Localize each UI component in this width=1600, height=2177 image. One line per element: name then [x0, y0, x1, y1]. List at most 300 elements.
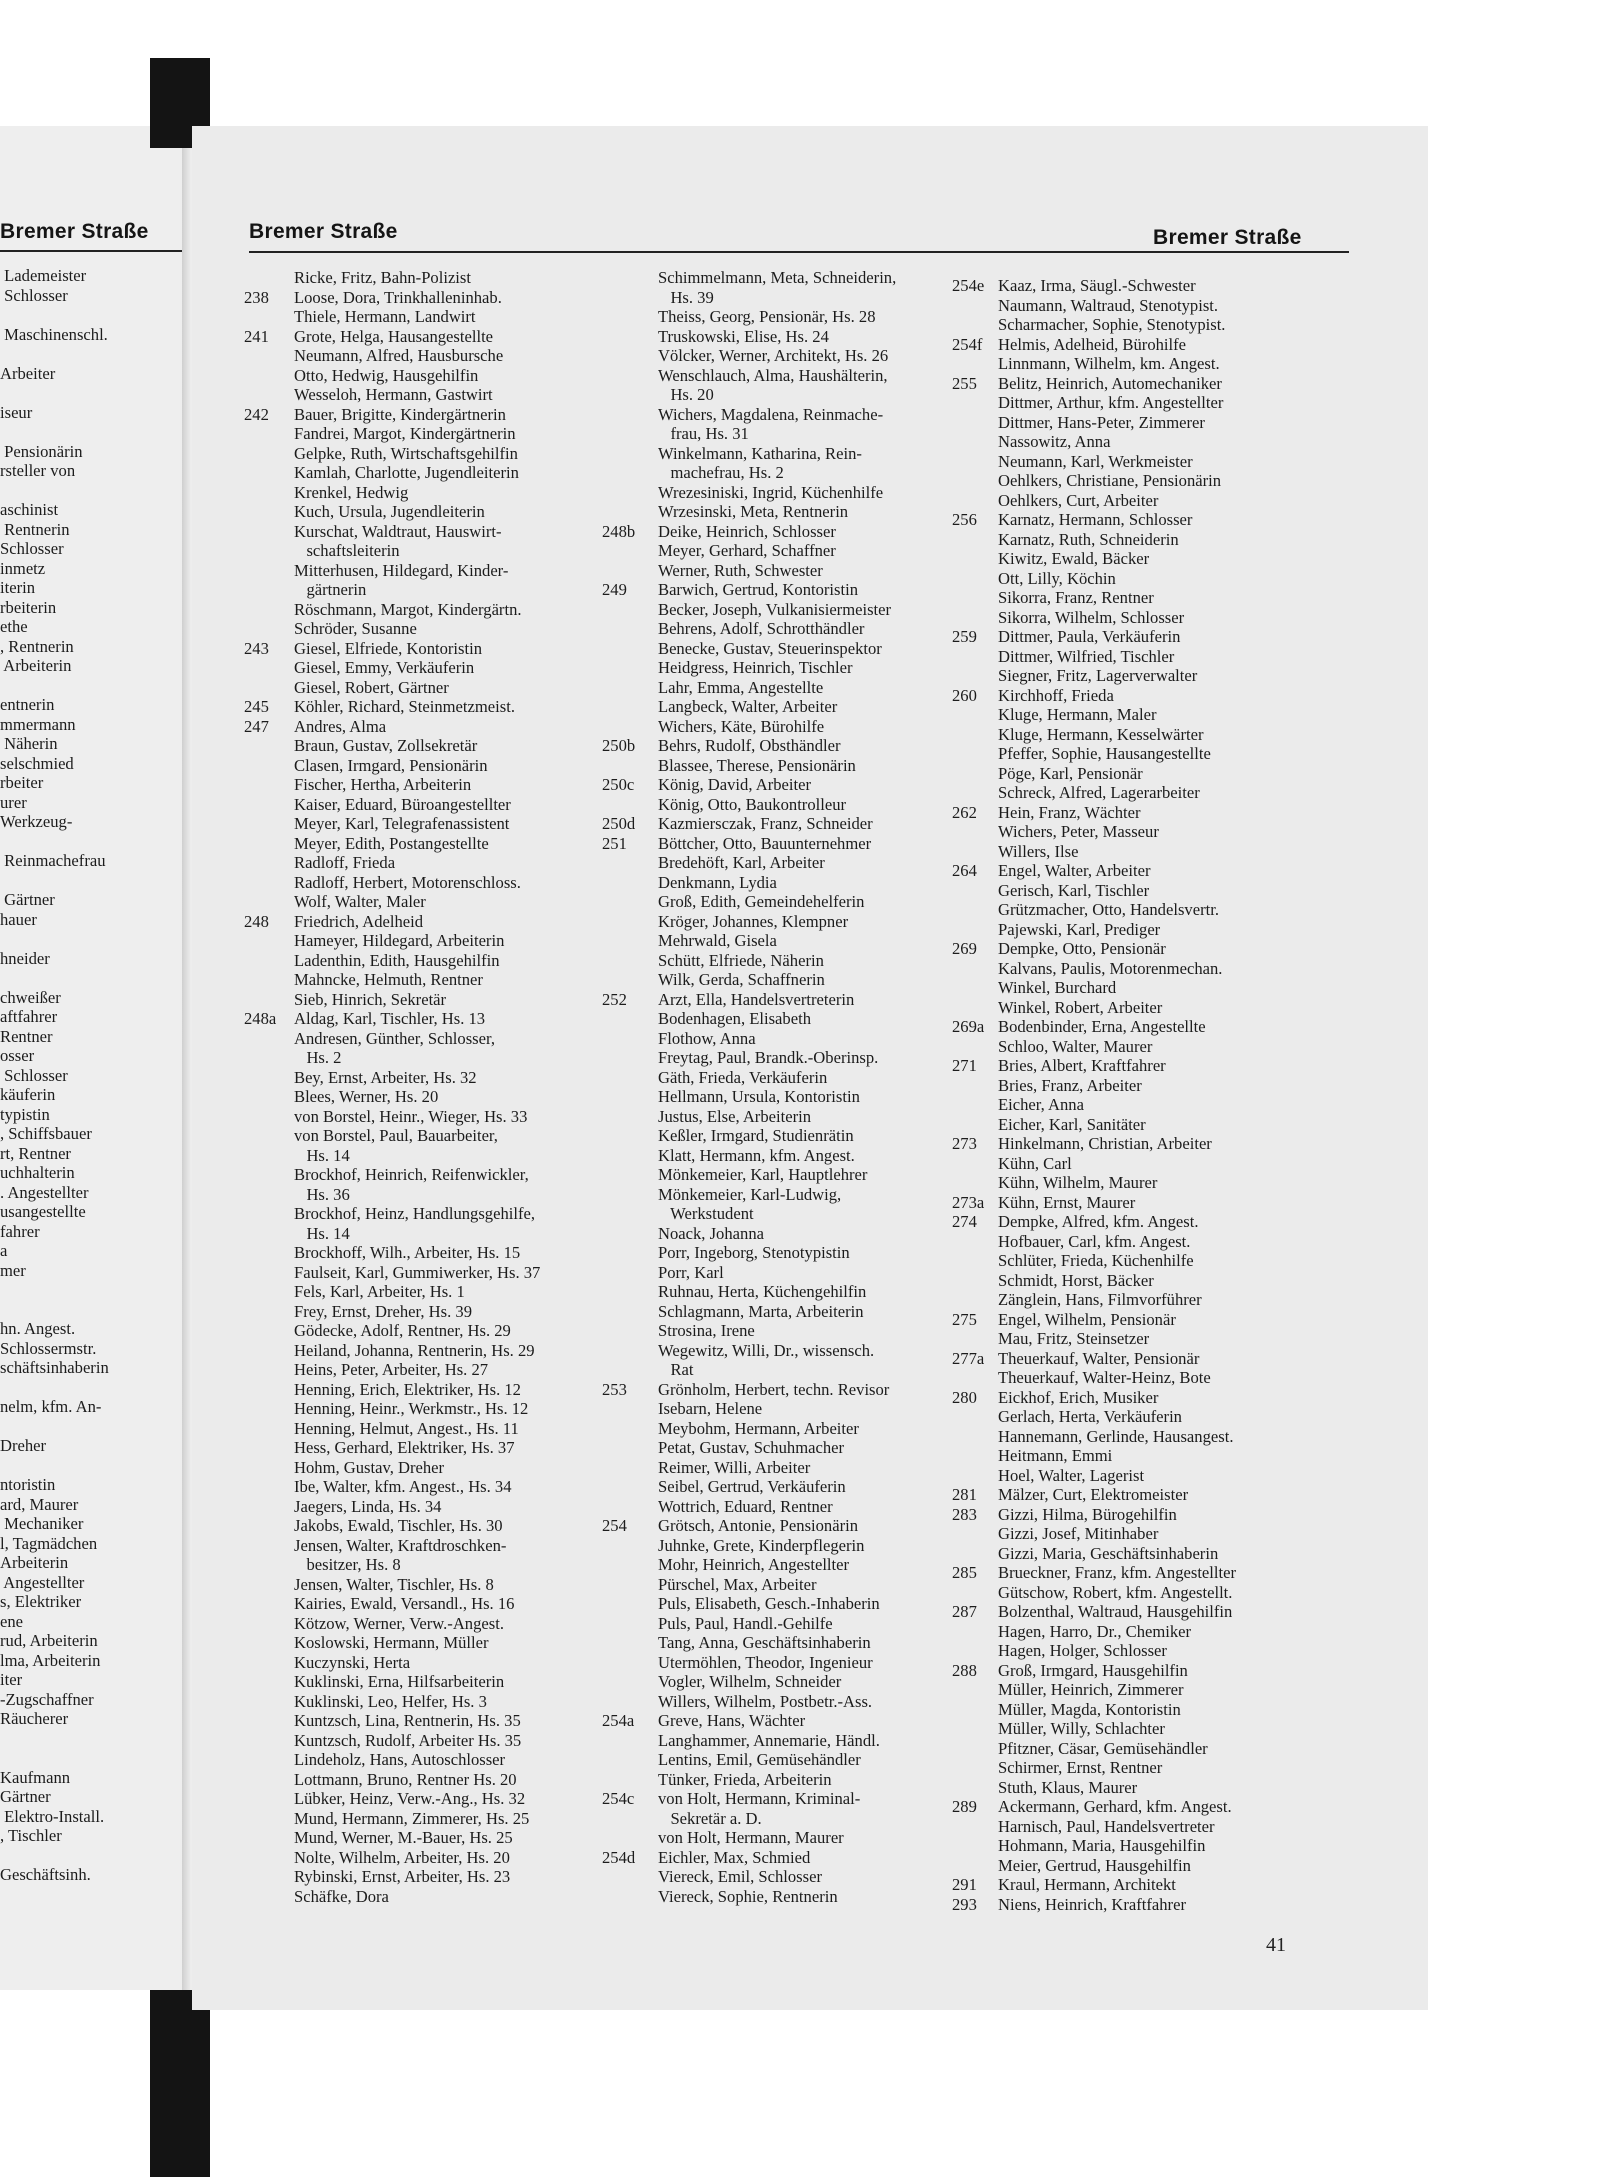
- resident-entry: Wrezesiniski, Ingrid, Küchenhilfe: [658, 482, 884, 502]
- resident-entry: Pfeffer, Sophie, Hausangestellte: [998, 744, 1211, 763]
- page-number: 41: [1266, 1934, 1286, 1956]
- directory-entry: [244, 697, 540, 717]
- directory-entry: [602, 1692, 896, 1712]
- directory-entry: [244, 1692, 540, 1712]
- resident-entry: Gerisch, Karl, Tischler: [998, 880, 1150, 900]
- resident-entry: Eickhof, Erich, Musiker: [998, 1387, 1159, 1407]
- left-fragment-line: [0, 1300, 109, 1320]
- resident-entry: Schröder, Susanne: [294, 619, 417, 638]
- directory-entry: [602, 1341, 896, 1361]
- resident-entry: Strosina, Irene: [658, 1321, 755, 1340]
- resident-entry: Blassee, Therese, Pensionärin: [658, 755, 856, 775]
- resident-entry: Denkmann, Lydia: [658, 872, 777, 892]
- directory-entry: [244, 1809, 540, 1829]
- directory-entry: [602, 1848, 896, 1868]
- directory-entry: [952, 920, 1236, 940]
- house-number: 243: [244, 638, 269, 658]
- resident-entry: schaftsleiterin: [294, 541, 400, 560]
- directory-entry: [602, 1497, 896, 1517]
- left-fragment-line: . Angestellter: [0, 1182, 89, 1202]
- directory-entry: [244, 892, 540, 912]
- resident-entry: Eichler, Max, Schmied: [658, 1847, 811, 1867]
- resident-entry: Heins, Peter, Arbeiter, Hs. 27: [294, 1360, 489, 1379]
- resident-entry: Andres, Alma: [294, 716, 387, 736]
- resident-entry: Wichers, Käte, Bürohilfe: [658, 716, 825, 736]
- left-fragment-line: Rentnerin: [0, 519, 70, 539]
- left-fragment-line: Reinmachefrau: [0, 851, 106, 870]
- resident-entry: Krenkel, Hedwig: [294, 482, 409, 502]
- directory-entry: [602, 483, 896, 503]
- directory-entry: [602, 1867, 896, 1887]
- directory-entry: [952, 335, 1236, 355]
- directory-entry: [244, 483, 540, 503]
- left-fragment-line: [0, 1456, 109, 1476]
- resident-entry: Hagen, Harro, Dr., Chemiker: [998, 1621, 1192, 1641]
- directory-entry: [602, 1048, 896, 1068]
- resident-entry: Winkelmann, Katharina, Rein-: [658, 443, 862, 463]
- left-fragment-line: aschinist: [0, 500, 59, 519]
- resident-entry: Kuklinski, Leo, Helfer, Hs. 3: [294, 1691, 487, 1711]
- directory-entry: [952, 510, 1236, 530]
- resident-entry: gärtnerin: [294, 580, 367, 599]
- resident-entry: Karnatz, Hermann, Schlosser: [998, 510, 1193, 529]
- resident-entry: Schmidt, Horst, Bäcker: [998, 1270, 1154, 1290]
- directory-entry: [244, 873, 540, 893]
- directory-entry: [244, 502, 540, 522]
- directory-entry: [952, 1446, 1236, 1466]
- resident-entry: Groß, Irmgard, Hausgehilfin: [998, 1660, 1188, 1680]
- resident-entry: Oehlkers, Curt, Arbeiter: [998, 490, 1159, 510]
- resident-entry: Mönkemeier, Karl-Ludwig,: [658, 1184, 842, 1204]
- resident-entry: Winkel, Robert, Arbeiter: [998, 997, 1163, 1017]
- resident-entry: Wottrich, Eduard, Rentner: [658, 1496, 833, 1516]
- house-number: 254f: [952, 334, 983, 354]
- resident-entry: Lahr, Emma, Angestellte: [658, 677, 824, 697]
- resident-entry: Porr, Ingeborg, Stenotypistin: [658, 1243, 850, 1262]
- left-fragment-line: ntoristin: [0, 1475, 56, 1494]
- directory-entry: [952, 471, 1236, 491]
- house-number: 254c: [602, 1789, 635, 1808]
- directory-entry: [602, 405, 896, 425]
- left-fragment-line: osser: [0, 1046, 35, 1065]
- resident-entry: Brueckner, Franz, kfm. Angestellter: [998, 1563, 1237, 1582]
- house-number: 283: [952, 1504, 977, 1524]
- house-number: 250c: [602, 775, 635, 794]
- directory-entry: [244, 327, 540, 347]
- resident-entry: Engel, Wilhelm, Pensionär: [998, 1309, 1176, 1329]
- directory-entry: [244, 1731, 540, 1751]
- resident-entry: Neumann, Alfred, Hausbursche: [294, 346, 504, 365]
- directory-entry: [602, 1594, 896, 1614]
- resident-entry: Völcker, Werner, Architekt, Hs. 26: [658, 346, 889, 365]
- resident-entry: Neumann, Karl, Werkmeister: [998, 451, 1193, 471]
- directory-entry: [244, 1614, 540, 1634]
- directory-entry: [244, 288, 540, 308]
- resident-entry: Hameyer, Hildegard, Arbeiterin: [294, 931, 505, 950]
- house-number: 291: [952, 1875, 977, 1894]
- directory-entry: [602, 1653, 896, 1673]
- directory-entry: [602, 697, 896, 717]
- left-page: [0, 126, 188, 1990]
- directory-entry: [244, 1653, 540, 1673]
- left-fragment-line: hauer: [0, 909, 37, 929]
- resident-entry: Gödecke, Adolf, Rentner, Hs. 29: [294, 1321, 511, 1340]
- resident-entry: Isebarn, Helene: [658, 1399, 763, 1418]
- house-number: 281: [952, 1485, 977, 1504]
- resident-entry: Schirmer, Ernst, Rentner: [998, 1758, 1163, 1777]
- directory-entry: [244, 1302, 540, 1322]
- resident-entry: Grützmacher, Otto, Handelsvertr.: [998, 900, 1219, 919]
- directory-entry: [952, 725, 1236, 745]
- directory-entry: [602, 951, 896, 971]
- directory-entry: [952, 1583, 1236, 1603]
- left-fragment-line: Maschinenschl.: [0, 324, 108, 344]
- resident-entry: Giesel, Robert, Gärtner: [294, 677, 449, 697]
- resident-entry: Tünker, Frieda, Arbeiterin: [658, 1769, 832, 1789]
- resident-entry: Dempke, Alfred, kfm. Angest.: [998, 1212, 1199, 1231]
- directory-entry: [952, 413, 1236, 433]
- directory-entry: [952, 1193, 1236, 1213]
- directory-entry: [952, 705, 1236, 725]
- directory-entry: [244, 268, 540, 288]
- left-fragment-line: [0, 305, 109, 325]
- directory-entry: [602, 1633, 896, 1653]
- directory-entry: [602, 1555, 896, 1575]
- left-fragment-line: rbeiter: [0, 773, 44, 792]
- directory-entry: [244, 1633, 540, 1653]
- directory-entry: [244, 463, 540, 483]
- directory-entry: [602, 502, 896, 522]
- resident-entry: Kaaz, Irma, Säugl.-Schwester: [998, 276, 1196, 295]
- directory-entry: [602, 678, 896, 698]
- resident-entry: Theiss, Georg, Pensionär, Hs. 28: [658, 307, 876, 326]
- directory-entry: [244, 931, 540, 951]
- directory-entry: [244, 912, 540, 932]
- directory-entry: [244, 1555, 540, 1575]
- left-fragment-line: iterin: [0, 578, 36, 597]
- left-fragment-line: s, Elektriker: [0, 1592, 82, 1611]
- directory-entry: [952, 1875, 1236, 1895]
- directory-entry: [952, 1544, 1236, 1564]
- resident-entry: Dittmer, Hans-Peter, Zimmerer: [998, 412, 1205, 432]
- directory-entry: [952, 1739, 1236, 1759]
- resident-entry: Grönholm, Herbert, techn. Revisor: [658, 1379, 890, 1399]
- resident-entry: Mau, Fritz, Steinsetzer: [998, 1329, 1150, 1348]
- resident-entry: Bauer, Brigitte, Kindergärtnerin: [294, 404, 506, 424]
- resident-entry: Ricke, Fritz, Bahn-Polizist: [294, 268, 471, 287]
- resident-entry: Giesel, Emmy, Verkäuferin: [294, 658, 475, 677]
- directory-entry: [952, 1505, 1236, 1525]
- directory-entry: [602, 1165, 896, 1185]
- directory-entry: [244, 600, 540, 620]
- resident-entry: Hellmann, Ursula, Kontoristin: [658, 1087, 860, 1106]
- directory-entry: [244, 1477, 540, 1497]
- resident-entry: Eicher, Karl, Sanitäter: [998, 1114, 1146, 1134]
- resident-entry: Wrzesinski, Meta, Rentnerin: [658, 502, 849, 521]
- directory-entry: [244, 1438, 540, 1458]
- resident-entry: Sikorra, Franz, Rentner: [998, 588, 1154, 607]
- directory-entry: [244, 1594, 540, 1614]
- house-number: 280: [952, 1387, 977, 1407]
- left-fragment-line: [0, 1417, 109, 1437]
- house-number: 245: [244, 697, 269, 716]
- directory-entry: [602, 1750, 896, 1770]
- directory-entry: [244, 1887, 540, 1907]
- directory-entry: [602, 912, 896, 932]
- left-fragment-line: selschmied: [0, 753, 74, 773]
- resident-entry: Noack, Johanna: [658, 1223, 764, 1243]
- directory-entry: [952, 276, 1236, 296]
- directory-entry: [952, 530, 1236, 550]
- resident-entry: Bodenhagen, Elisabeth: [658, 1009, 811, 1028]
- directory-entry: [952, 354, 1236, 374]
- binding-strip-bottom: [150, 1990, 210, 2177]
- left-fragment-line: mer: [0, 1260, 26, 1280]
- directory-entry: [244, 1750, 540, 1770]
- directory-entry: [602, 658, 896, 678]
- directory-entry: [952, 1388, 1236, 1408]
- directory-entry: [244, 1282, 540, 1302]
- resident-entry: Mohr, Heinrich, Angestellter: [658, 1555, 850, 1574]
- house-number: 262: [952, 802, 977, 822]
- left-fragment-line: , Rentnerin: [0, 636, 74, 656]
- resident-entry: Böttcher, Otto, Bauunternehmer: [658, 833, 872, 853]
- directory-entry: [952, 803, 1236, 823]
- directory-entry: [952, 393, 1236, 413]
- left-fragment-line: [0, 968, 109, 988]
- resident-entry: Nolte, Wilhelm, Arbeiter, Hs. 20: [294, 1847, 510, 1867]
- directory-entry: [244, 1711, 540, 1731]
- left-fragment-line: [0, 481, 109, 501]
- resident-entry: Keßler, Irmgard, Studienrätin: [658, 1126, 854, 1145]
- resident-entry: Wilk, Gerda, Schaffnerin: [658, 970, 825, 989]
- directory-entry: [952, 1836, 1236, 1856]
- house-number: 254a: [602, 1711, 635, 1730]
- directory-entry: [602, 1321, 896, 1341]
- directory-entry: [602, 1419, 896, 1439]
- directory-entry: [952, 374, 1236, 394]
- directory-entry: [952, 939, 1236, 959]
- directory-entry: [952, 1212, 1236, 1232]
- left-fragment-line: l, Tagmädchen: [0, 1533, 98, 1553]
- directory-entry: [602, 853, 896, 873]
- resident-entry: Blees, Werner, Hs. 20: [294, 1087, 439, 1106]
- left-fragment-line: [0, 832, 109, 852]
- directory-entry: [244, 1770, 540, 1790]
- resident-entry: Werner, Ruth, Schwester: [658, 560, 823, 580]
- directory-entry: [952, 1076, 1236, 1096]
- directory-entry: [244, 522, 540, 542]
- resident-entry: Juhnke, Grete, Kinderpflegerin: [658, 1535, 865, 1555]
- directory-entry: [952, 315, 1236, 335]
- left-fragment-line: rt, Rentner: [0, 1143, 71, 1163]
- resident-entry: Petat, Gustav, Schuhmacher: [658, 1438, 845, 1457]
- resident-entry: Dittmer, Arthur, kfm. Angestellter: [998, 393, 1224, 412]
- directory-entry: [952, 861, 1236, 881]
- resident-entry: Linnmann, Wilhelm, km. Angest.: [998, 354, 1220, 373]
- directory-entry: [602, 736, 896, 756]
- left-fragment-line: Werkzeug-: [0, 812, 73, 831]
- resident-entry: Pfitzner, Cäsar, Gemüsehändler: [998, 1738, 1208, 1758]
- resident-entry: Truskowski, Elise, Hs. 24: [658, 326, 829, 346]
- left-fragment-line: uchhalterin: [0, 1163, 75, 1182]
- left-fragment-line: [0, 383, 109, 403]
- resident-entry: von Borstel, Paul, Bauarbeiter,: [294, 1126, 498, 1145]
- resident-entry: Meyer, Gerhard, Schaffner: [658, 541, 836, 560]
- directory-entry: [952, 647, 1236, 667]
- resident-entry: Kuczynski, Herta: [294, 1652, 411, 1672]
- house-number: 251: [602, 833, 627, 853]
- directory-entry: [244, 1867, 540, 1887]
- resident-entry: Müller, Magda, Kontoristin: [998, 1699, 1181, 1719]
- resident-entry: Kötzow, Werner, Verw.-Angest.: [294, 1613, 504, 1633]
- directory-entry: [952, 1641, 1236, 1661]
- resident-entry: Willers, Wilhelm, Postbetr.-Ass.: [658, 1691, 873, 1711]
- resident-entry: Mund, Werner, M.-Bauer, Hs. 25: [294, 1828, 513, 1847]
- resident-entry: Heiland, Johanna, Rentnerin, Hs. 29: [294, 1340, 535, 1360]
- resident-entry: Oehlkers, Christiane, Pensionärin: [998, 471, 1222, 490]
- left-fragment-line: [0, 1846, 109, 1866]
- directory-entry: [952, 296, 1236, 316]
- directory-entry: [244, 1185, 540, 1205]
- resident-entry: frau, Hs. 31: [658, 424, 749, 443]
- left-fragment-line: Gärtner: [0, 890, 55, 909]
- directory-entry: [244, 775, 540, 795]
- resident-entry: Hohm, Gustav, Dreher: [294, 1457, 445, 1477]
- resident-entry: Belitz, Heinrich, Automechaniker: [998, 373, 1222, 393]
- resident-entry: Fischer, Hertha, Arbeiterin: [294, 775, 472, 794]
- resident-entry: Kairies, Ewald, Versandl., Hs. 16: [294, 1594, 515, 1613]
- directory-entry: [952, 1797, 1236, 1817]
- directory-entry: [244, 1360, 540, 1380]
- directory-entry: [602, 892, 896, 912]
- directory-entry: [952, 842, 1236, 862]
- directory-entry: [602, 463, 896, 483]
- directory-entry: [244, 814, 540, 834]
- resident-entry: Freytag, Paul, Brandk.-Oberinsp.: [658, 1048, 879, 1067]
- resident-entry: Braun, Gustav, Zollsekretär: [294, 736, 478, 755]
- left-page-header: Bremer Straße: [0, 220, 149, 243]
- resident-entry: Meybohm, Hermann, Arbeiter: [658, 1418, 859, 1438]
- directory-entry: [952, 1368, 1236, 1388]
- directory-entry: [952, 1271, 1236, 1291]
- resident-entry: Friedrich, Adelheid: [294, 911, 424, 931]
- resident-entry: Hein, Franz, Wächter: [998, 802, 1141, 822]
- resident-entry: Ladenthin, Edith, Hausgehilfin: [294, 950, 500, 970]
- directory-entry: [244, 366, 540, 386]
- directory-entry: [952, 1427, 1236, 1447]
- directory-entry: [602, 1360, 896, 1380]
- left-fragment-line: [0, 1378, 109, 1398]
- resident-entry: Ackermann, Gerhard, kfm. Angest.: [998, 1797, 1232, 1816]
- resident-entry: Winkel, Burchard: [998, 978, 1117, 997]
- resident-entry: Wesseloh, Hermann, Gastwirt: [294, 385, 493, 404]
- directory-column-1: [244, 268, 540, 1906]
- resident-entry: Benecke, Gustav, Steuerinspektor: [658, 638, 882, 658]
- resident-entry: Langbeck, Walter, Arbeiter: [658, 697, 838, 716]
- directory-entry: [602, 541, 896, 561]
- resident-entry: Brockhof, Heinz, Handlungsgehilfe,: [294, 1204, 536, 1223]
- directory-entry: [602, 717, 896, 737]
- resident-entry: Gizzi, Maria, Geschäftsinhaberin: [998, 1543, 1219, 1563]
- directory-entry: [952, 1758, 1236, 1778]
- resident-entry: König, Otto, Baukontrolleur: [658, 794, 847, 814]
- resident-entry: Mälzer, Curt, Elektromeister: [998, 1485, 1189, 1504]
- house-number: 271: [952, 1056, 977, 1075]
- resident-entry: Sieb, Hinrich, Sekretär: [294, 989, 447, 1009]
- directory-entry: [602, 619, 896, 639]
- resident-entry: Viereck, Sophie, Rentnerin: [658, 1886, 838, 1906]
- directory-entry: [952, 744, 1236, 764]
- left-fragment-line: , Schiffsbauer: [0, 1124, 92, 1143]
- resident-entry: Arzt, Ella, Handelsvertreterin: [658, 989, 855, 1009]
- resident-entry: Wichers, Peter, Masseur: [998, 822, 1159, 841]
- resident-entry: Hs. 36: [294, 1184, 350, 1204]
- directory-entry: [602, 970, 896, 990]
- directory-entry: [952, 1154, 1236, 1174]
- left-fragment-line: nelm, kfm. An-: [0, 1397, 102, 1416]
- directory-entry: [602, 1380, 896, 1400]
- directory-entry: [602, 268, 896, 288]
- directory-entry: [952, 588, 1236, 608]
- resident-entry: Dittmer, Wilfried, Tischler: [998, 646, 1175, 666]
- left-fragment-line: [0, 871, 109, 891]
- left-fragment-line: mmermann: [0, 714, 76, 734]
- left-fragment-line: Rentner: [0, 1026, 53, 1046]
- resident-entry: Gelpke, Ruth, Wirtschaftsgehilfin: [294, 443, 518, 463]
- left-fragment-line: Dreher: [0, 1436, 47, 1455]
- resident-entry: Kazmiersczak, Franz, Schneider: [658, 814, 873, 833]
- resident-entry: Helmis, Adelheid, Bürohilfe: [998, 334, 1187, 354]
- resident-entry: Kiwitz, Ewald, Bäcker: [998, 549, 1150, 568]
- resident-entry: Lindeholz, Hans, Autoschlosser: [294, 1750, 506, 1769]
- directory-entry: [952, 432, 1236, 452]
- directory-entry: [602, 1009, 896, 1029]
- resident-entry: Heidgress, Heinrich, Tischler: [658, 658, 853, 677]
- resident-entry: besitzer, Hs. 8: [294, 1555, 401, 1574]
- resident-entry: Bries, Albert, Kraftfahrer: [998, 1056, 1166, 1075]
- resident-entry: Schlüter, Frieda, Küchenhilfe: [998, 1251, 1194, 1270]
- resident-entry: Hoel, Walter, Lagerist: [998, 1465, 1145, 1485]
- resident-entry: Frey, Ernst, Dreher, Hs. 39: [294, 1301, 472, 1321]
- directory-entry: [602, 1438, 896, 1458]
- resident-entry: Gütschow, Robert, kfm. Angestellt.: [998, 1582, 1233, 1602]
- resident-entry: Klatt, Hermann, kfm. Angest.: [658, 1145, 855, 1165]
- house-number: 287: [952, 1602, 977, 1621]
- resident-entry: Röschmann, Margot, Kindergärtn.: [294, 599, 522, 619]
- directory-entry: [602, 346, 896, 366]
- resident-entry: Sikorra, Wilhelm, Schlosser: [998, 607, 1185, 627]
- left-fragment-line: [0, 676, 109, 696]
- resident-entry: Grote, Helga, Hausangestellte: [294, 326, 494, 346]
- resident-entry: Clasen, Irmgard, Pensionärin: [294, 755, 488, 775]
- directory-entry: [952, 1524, 1236, 1544]
- left-fragment-line: Mechaniker: [0, 1514, 84, 1533]
- resident-entry: Siegner, Fritz, Lagerverwalter: [998, 666, 1198, 685]
- resident-entry: Lübker, Heinz, Verw.-Ang., Hs. 32: [294, 1789, 526, 1808]
- directory-entry: [244, 1263, 540, 1283]
- house-number: 250d: [602, 814, 636, 833]
- house-number: 250b: [602, 736, 636, 755]
- resident-entry: Schimmelmann, Meta, Schneiderin,: [658, 268, 897, 287]
- directory-entry: [952, 1856, 1236, 1876]
- resident-entry: Hs. 39: [658, 287, 714, 307]
- directory-entry: [244, 1165, 540, 1185]
- directory-entry: [244, 1828, 540, 1848]
- resident-entry: Behrens, Adolf, Schrotthändler: [658, 619, 865, 638]
- left-fragment-line: Räucherer: [0, 1709, 69, 1728]
- resident-entry: Thiele, Hermann, Landwirt: [294, 307, 476, 326]
